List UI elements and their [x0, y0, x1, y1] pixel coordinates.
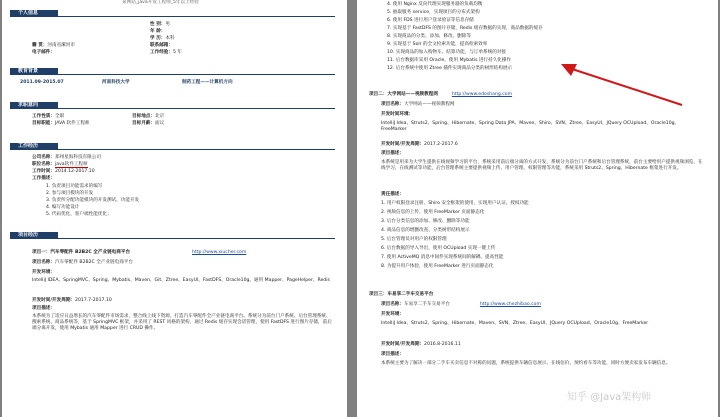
section-rule: [10, 149, 335, 150]
project1-title: 项目一：汽车零配件 B2B2C 全产业链电商平台: [32, 250, 131, 255]
project2-env-label: 开发时间环境：: [381, 112, 414, 117]
work-period-value: 2014.12-2017.10: [54, 169, 95, 174]
resp-item: 2. 视频信息的上传、使用 FreeMarker 页面静态化: [381, 210, 485, 215]
project2-url-link[interactable]: http://www.edoshang.com: [451, 92, 513, 97]
section-projects-header: 项目经历: [10, 232, 58, 239]
tech-item: 8. 实现商品的分类、添加、修改、删除等: [387, 34, 471, 39]
resp-item: 4. 商品信息的增删改查、分类树形结构展示: [381, 228, 470, 233]
tech-item: 6. 使用 FDS 进行用户登录验证等信息存储: [387, 18, 474, 23]
gender-label: 性 别：: [150, 22, 166, 27]
tech-item: 12. 后台系统中使用 Ztree 插件实现商品分类的树形结构展示: [387, 66, 513, 71]
right-page: [357, 0, 718, 417]
project2-name-label: 项目名称：: [381, 102, 404, 107]
education-value: 本科: [165, 36, 175, 41]
red-arrow-icon: [557, 60, 687, 110]
job-type-label: 工作性质：: [32, 114, 55, 119]
project3-time-label: 开发时间/开发周期：: [381, 342, 425, 347]
section-work-header: 工作经历: [10, 143, 58, 150]
project2-time-label: 开发时间/开发周期：: [381, 142, 425, 147]
project1-name-label: 项目名称：: [32, 260, 55, 265]
resume-title: 某网站_java开发工程师_5年以上经验: [122, 0, 199, 5]
age-label: 年 龄：: [150, 29, 166, 34]
duty-item: 1. 负责项目功能需求的编写: [46, 184, 103, 189]
resp-item: 8. 为提升用户体验，使用 FreeMarker 进行页面静态化: [381, 264, 494, 269]
project2-desc-text: 本系统是用来为大学生提供在线视频学习的平台，系统采用前后端分离的方式开发，系统分为前台门户系统和后台管理系统，前台主要给用户提供视频浏览、在线学习、在线测试等功能，后台管理系统主要提供视频上传、用户管理、权限管理等功能，系统采用 Struts2、Spring、Hibernate 框架进行开发。: [381, 160, 703, 172]
resp-item: 3. 后台分类信息的添加、修改、删除等功能: [381, 219, 470, 224]
resp-item: 6. 后台数据的导入导出，使用 OCUpload 实现一键上传: [381, 246, 496, 251]
project1-env-label: 开发环境：: [32, 270, 55, 275]
target-salary-value: 面议: [154, 121, 165, 126]
project1-desc-label: 项目描述：: [32, 306, 55, 311]
gender-value: 男: [165, 22, 170, 27]
duty-item: 4. 编写功能设计: [46, 205, 80, 210]
tech-item: 7. 实现基于 FastDFS 的图片存储，Redis 缓存数据的实现，商品数据的缓存: [387, 26, 543, 31]
email-label: 联系邮箱：: [150, 43, 173, 48]
project3-env-label: 开发环境：: [381, 312, 404, 317]
hometown-value: 河南省漯河市: [47, 43, 75, 48]
resp-item: 7. 使用 ActiveMQ 消息中间件实现系统间的解耦、提高性能: [381, 255, 504, 260]
project1-time-value: 2017.7-2017.10: [75, 298, 112, 303]
education-period: 2011.09-2015.07: [20, 80, 64, 85]
target-job-value: JAVA 软件工程师: [54, 121, 90, 126]
project1-desc-text: 本系统为了适应日益增长的汽车零配件市场需求，整合线上线下资源，打造汽车零配件全产业链电商平台。系统分为前台门户系统、后台管理系统、搜索系统、商品系统等，基于 SpringMVC 框架，并采用了 REST 风格的架构，通过 Redis 缓存实现会话管理，使用 FastDFS 进行图片存储，前后端分离开发，使用 Mybatis 通用 Mapper 进行 CRUD 操作。: [32, 314, 332, 332]
section-rule: [10, 16, 335, 17]
tech-item: 4. 使用 Nginx 反向代理实现服务器的负载均衡: [387, 2, 483, 7]
project3-desc-text: 本系统主要为了解决一部分二手车买卖信息不对称的问题，系统提供车辆信息展示、在线估价、预约看车等功能，同时方便卖家发布车辆信息。: [381, 361, 671, 366]
section-personal-header: 个人信息: [10, 10, 58, 17]
duty-item: 5. 代码优化，客户端性能优化；: [46, 212, 112, 217]
section-education-header: 教育背景: [10, 68, 58, 75]
education-label: 学 历：: [150, 36, 166, 41]
section-rule: [10, 74, 335, 75]
tech-item: 9. 实现基于 Solr 的全文检索功能，提高检索效率: [387, 42, 488, 47]
resp-item: 5. 后台管理员对用户的权限管理: [381, 237, 447, 242]
project2-title: 项目二：大学网站——视频教程网: [369, 92, 438, 97]
section-rule: [10, 108, 335, 109]
project2-desc-label: 项目描述：: [381, 151, 404, 156]
project2-resp-label: 责任描述：: [381, 192, 404, 197]
education-major: 制药工程——计算机方向: [182, 80, 233, 85]
project1-name-value: 汽车零配件 B2B2C 全产业链电商平台: [54, 260, 133, 265]
hometown-label: 籍 贯：: [32, 43, 48, 48]
target-salary-label: 目标月薪：: [132, 121, 155, 126]
work-period-label: 工作时间：: [32, 169, 55, 174]
project3-url-link[interactable]: http://www.chezhibao.com: [479, 302, 541, 307]
work-desc-label: 工作描述：: [32, 176, 55, 181]
watermark-text: 知乎 @Java架构师: [567, 392, 652, 403]
tech-item: 11. 后台数据库采用 Oracle，使用 Mybatis 进行持久化操作: [387, 58, 512, 63]
years-value: 5 年: [172, 50, 182, 55]
position-label: 职位名称：: [32, 162, 55, 167]
duty-item: 3. 负责所分配功能模块的开发测试、功能开发: [46, 198, 140, 203]
section-intention-header: 求职意向: [10, 102, 58, 109]
company-label: 公司名称：: [32, 155, 55, 160]
education-school: 河南科技大学: [102, 80, 130, 85]
resp-item: 1. 用户权限登录注册、Shiro 安全框架的使用，实现用户认证、授权功能: [381, 201, 529, 206]
project2-time-value: 2017.2-2017.6: [424, 142, 458, 147]
job-type-value: 全职: [54, 114, 65, 119]
project1-env-value: IntelliJ IDEA、SpringMVC、Spring、Mybatis、Maven、Git、Ztree、EasyUI、FastDFS、Oracle10g、通用 Mapper、PageHelper、Redis: [32, 278, 330, 283]
project1-time-label: 开发时间/开发周期：: [32, 298, 76, 303]
project3-time-value: 2016.8-2016.11: [424, 342, 461, 347]
years-label: 工作经验：: [150, 50, 173, 55]
project3-env-value: IntelliJ Idea、Struts2、Spring、Hibernate、Maven、SVN、Ztree、EasyUI、JQuery OCUpload、Oracle10g、FreeMarker: [381, 321, 649, 326]
section-rule: [10, 238, 335, 239]
project3-name-value: 车易享二手车交易平台: [403, 302, 450, 307]
project2-name-value: 大学网站——视频教程网: [403, 102, 455, 107]
project3-name-label: 项目名称：: [381, 302, 404, 307]
project2-env-value: IntelliJ Idea、Struts2、Spring、Hibernate、Spring Data JPA、Maven、Shiro、SVN、Ztree、EasyUI、JQuery OCUpload、Oracle10g、FreeMarker: [381, 121, 680, 133]
company-value: 郑州星海科技有限公司: [54, 155, 101, 160]
target-job-label: 目标职能：: [32, 121, 55, 126]
target-city-value: 北京: [154, 114, 165, 119]
position-value: java软件工程师: [54, 162, 88, 167]
tech-item: 10. 实现商品的加入购物车、结算功能，与订单系统的对接: [387, 50, 507, 55]
left-page: [2, 0, 347, 417]
project1-url-link[interactable]: http://www.xiucher.com: [192, 250, 247, 255]
tech-item: 5. 抽取服务 service，实现项目的分布式架构: [387, 10, 480, 15]
phone-label: 电子邮件：: [32, 50, 55, 55]
project3-title: 项目三：车易享二手车交易平台: [369, 292, 434, 297]
project3-desc-label: 项目描述：: [381, 352, 404, 357]
target-city-label: 目标地点：: [132, 114, 155, 119]
duty-item: 2. 参与项目模块的开发: [46, 191, 94, 196]
